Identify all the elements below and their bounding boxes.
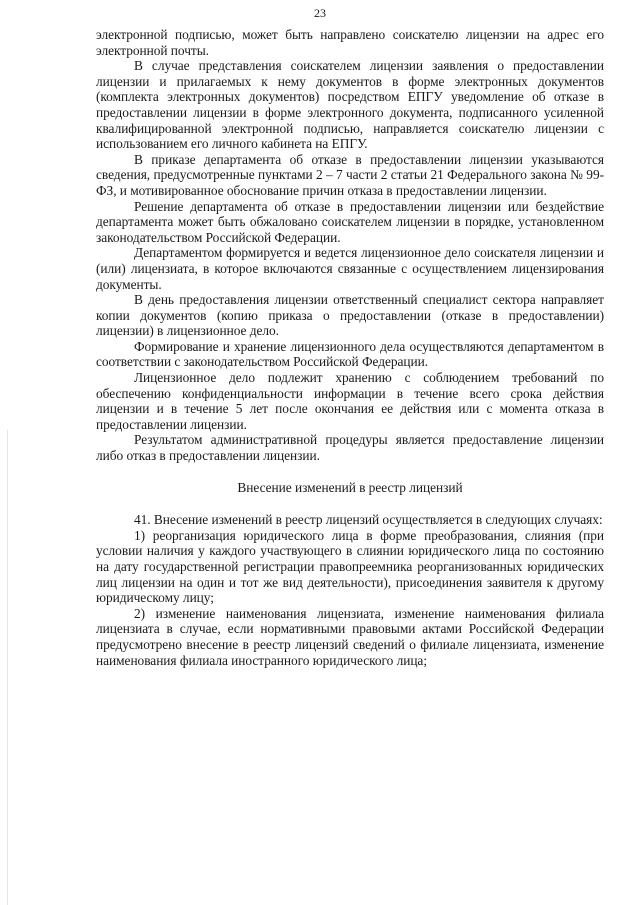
section-heading: Внесение изменений в реестр лицензий xyxy=(237,479,463,495)
paragraph-appeal: Решение департамента об отказе в предоставлении лицензии или бездействие департамента может быть обжаловано соискателем лицензии в порядке, установленном законодательством Российской Федерации. xyxy=(96,198,604,245)
paragraph-formation: Формирование и хранение лицензионного дела осуществляются департаментом в соответствии с законодательством Российской Федерации. xyxy=(96,338,604,370)
paragraph-refusal-order: В приказе департамента об отказе в предоставлении лицензии указываются сведения, предусмотренные пунктами 2 – 7 части 2 статьи 21 Федерального закона № 99-ФЗ, и мотивированное обоснование причин отказа в предоставлении лицензии. xyxy=(96,151,604,198)
page-number: 23 xyxy=(314,6,326,20)
list-item: 2) изменение наименования лицензиата, изменение наименования филиала лицензиата в случае, если нормативными правовыми актами Российской Федерации предусмотрено внесение в реестр лицензий сведений о филиале лицензиата, изменение наименования филиала иностранного юридического лица; xyxy=(96,605,604,668)
paragraph-result: Результатом административной процедуры является предоставление лицензии либо отказ в предоставлении лицензии. xyxy=(96,432,604,464)
scan-edge-line xyxy=(7,430,8,905)
section-intro: 41. Внесение изменений в реестр лицензий осуществляется в следующих случаях: xyxy=(134,512,603,528)
paragraph-license-file: Департаментом формируется и ведется лицензионное дело соискателя лицензии и (или) лицензиата, в которое включаются связанные с осуществлением лицензирования документы. xyxy=(96,245,604,292)
paragraph-copies: В день предоставления лицензии ответственный специалист сектора направляет копии документов (копию приказа о предоставлении (отказе в предоставлении) лицензии) в лицензионное дело. xyxy=(96,292,604,339)
paragraph-continuation: электронной подписью, может быть направлено соискателю лицензии на адрес его электронной почты. xyxy=(96,27,604,58)
paragraph-storage: Лицензионное дело подлежит хранению с соблюдением требований по обеспечению конфиденциальности информации в течение всего срока действия лицензии и в течение 5 лет после окончания ее действия или с момента отказа в предоставлении лицензии. xyxy=(96,370,604,432)
document-body xyxy=(96,27,604,668)
list-item: 1) реорганизация юридического лица в форме преобразования, слияния (при условии наличия у каждого участвующего в слиянии юридического лица по состоянию на дату государственной регистрации правопреемника реорганизованных юридических лиц лицензии на один и тот же вид деятельности), присоединения заявителя к другому юридическому лицу; xyxy=(96,527,604,606)
paragraph-epgu-notice: В случае представления соискателем лицензии заявления о предоставлении лицензии и прилагаемых к нему документов в форме электронных документов (комплекта электронных документов) посредством ЕПГУ уведомление об отказе в предоставлении лицензии в форме электронного документа, подписанного усиленной квалифицированной электронной подписью, направляется соискателю лицензии с использованием его личного кабинета на ЕПГУ. xyxy=(96,58,604,152)
